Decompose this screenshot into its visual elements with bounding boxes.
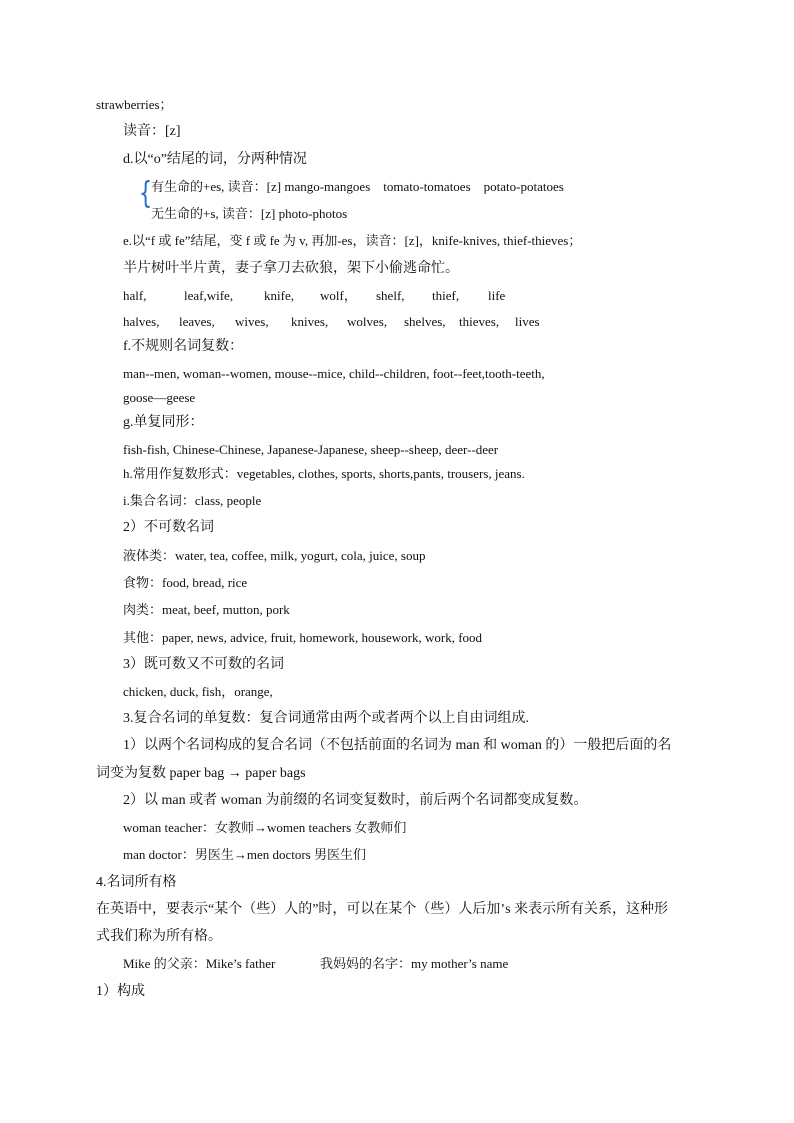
text-line: 液体类：water, tea, coffee, milk, yogurt, cola, juice, soup xyxy=(123,548,426,563)
word-cell: knives, xyxy=(291,314,329,329)
text-line: 我妈妈的名字：my mother’s name xyxy=(320,956,509,971)
word-cell: knife, xyxy=(264,288,294,303)
text-line: man doctor：男医生→men doctors 男医生们 xyxy=(123,847,366,862)
word-cell: half, xyxy=(123,288,147,303)
word-cell: wolves, xyxy=(347,314,388,329)
text-line: 1）构成 xyxy=(96,984,145,999)
text-line: 在英语中，要表示“某个（些）人的”时，可以在某个（些）人后加’s 来表示所有关系，这种形 xyxy=(96,902,669,917)
text-line: h.常用作复数形式：vegetables, clothes, sports, shorts,pants, trousers, jeans. xyxy=(123,466,525,481)
text-line: 1）以两个名词构成的复合名词（不包括前面的名词为 man 和 woman 的）一般把后面的名 xyxy=(123,738,672,753)
word-cell: lives xyxy=(515,314,540,329)
text-line: man--men, woman--women, mouse--mice, child--children, foot--feet,tooth-teeth, xyxy=(123,366,545,381)
word-cell: thieves, xyxy=(459,314,500,329)
text-line: d.以“o”结尾的词，分两种情况 xyxy=(123,152,307,167)
text-line: 2）以 man 或者 woman 为前缀的名词变复数时，前后两个名词都变成复数。 xyxy=(123,793,588,808)
text-line: i.集合名词：class, people xyxy=(123,493,262,508)
text-line: 其他：paper, news, advice, fruit, homework, housework, work, food xyxy=(123,630,483,645)
word-cell: halves, xyxy=(123,314,160,329)
text-line: fish-fish, Chinese-Chinese, Japanese-Japanese, sheep--sheep, deer--deer xyxy=(123,442,499,457)
text-line: 肉类：meat, beef, mutton, pork xyxy=(123,602,290,617)
word-cell: shelf, xyxy=(376,288,405,303)
section-heading: 4.名词所有格 xyxy=(96,875,177,890)
word-cell: thief, xyxy=(432,288,460,303)
word-cell: leaves, xyxy=(179,314,215,329)
text-line: strawberries； xyxy=(96,97,173,112)
text-line: goose—geese xyxy=(123,390,196,405)
text-line: 食物：food, bread, rice xyxy=(123,575,248,590)
text-line: 式我们称为所有格。 xyxy=(96,929,222,944)
word-cell: leaf,wife, xyxy=(184,288,234,303)
text-line: 2）不可数名词 xyxy=(123,520,214,535)
text-line: Mike 的父亲：Mike’s father xyxy=(123,956,276,971)
text-line: chicken, duck, fish，orange, xyxy=(123,684,273,699)
text-line: 半片树叶半片黄，妻子拿刀去砍狼，架下小偷逃命忙。 xyxy=(123,261,459,276)
text-line: 读音：[z] xyxy=(123,124,181,139)
text-line: 3）既可数又不可数的名词 xyxy=(123,657,284,672)
word-cell: wives, xyxy=(235,314,269,329)
text-line: f.不规则名词复数： xyxy=(123,339,244,354)
text-line: 3.复合名词的单复数：复合词通常由两个或者两个以上自由词组成. xyxy=(123,711,529,726)
text-line: e.以“f 或 fe”结尾，变 f 或 fe 为 v, 再加-es，读音：[z]，knife-knives, thief-thieves； xyxy=(123,233,582,248)
word-cell: life xyxy=(488,288,506,303)
word-cell: wolf， xyxy=(320,288,357,303)
text-line: 有生命的+es, 读音：[z] mango-mangoes tomato-tomatoes potato-potatoes xyxy=(151,179,564,194)
text-line: g.单复同形： xyxy=(123,415,204,430)
text-line: 词变为复数 paper bag → paper bags xyxy=(96,766,306,781)
brace-icon: { xyxy=(138,176,153,211)
text-line: 无生命的+s, 读音：[z] photo-photos xyxy=(151,206,348,221)
text-line: woman teacher：女教师→women teachers 女教师们 xyxy=(123,820,407,835)
word-cell: shelves, xyxy=(404,314,446,329)
